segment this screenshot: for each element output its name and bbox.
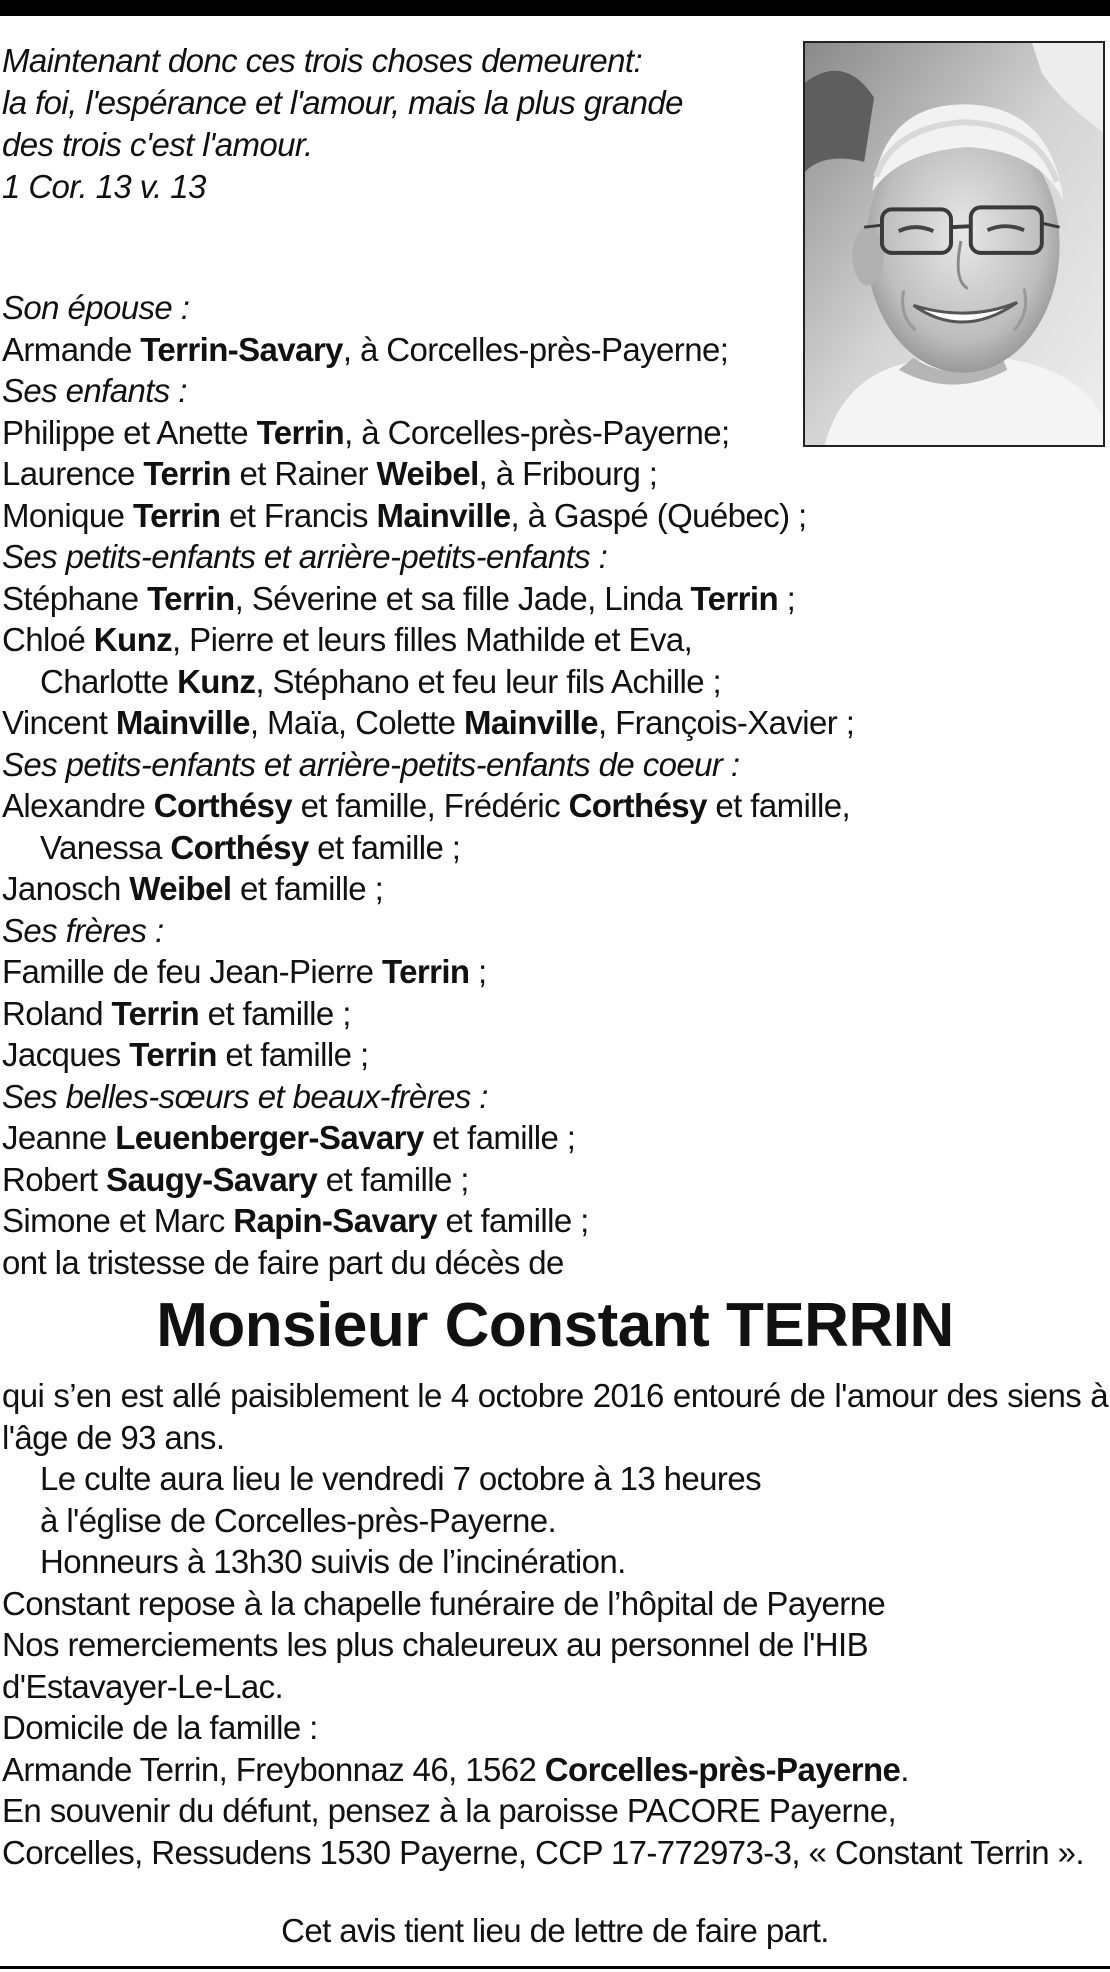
grandchild-line: Stéphane Terrin, Séverine et sa fille Jade, Linda Terrin ;: [2, 579, 796, 617]
inlaws-caption: Ses belles-sœurs et beaux-frères :: [2, 1077, 488, 1115]
brother-line: Famille de feu Jean-Pierre Terrin ;: [2, 953, 487, 990]
verse-line: des trois c'est l'amour.: [2, 126, 313, 163]
heart-grandchild-line: Alexandre Corthésy et famille, Frédéric Corthésy et famille,: [2, 787, 851, 824]
verse-line: la foi, l'espérance et l'amour, mais la plus grande: [2, 84, 683, 121]
domicile-label: Domicile de la famille :: [2, 1709, 318, 1746]
rests-line: Constant repose à la chapelle funéraire de l’hôpital de Payerne: [2, 1584, 886, 1622]
bottom-border-rule: [0, 1966, 1110, 1969]
brother-line: Jacques Terrin et famille ;: [2, 1036, 369, 1073]
child-line: Laurence Terrin et Rainer Weibel, à Fribourg ;: [2, 455, 658, 492]
verse-line: Maintenant donc ces trois choses demeurent:: [2, 42, 643, 79]
service-line: à l'église de Corcelles-près-Payerne.: [40, 1501, 557, 1539]
grandchild-line: Charlotte Kunz, Stéphano et feu leur fils Achille ;: [40, 662, 722, 700]
passing-paragraph: qui s’en est allé paisiblement le 4 octobre 2016 entouré de l'amour des siens à l'âge de 93 ans.: [2, 1377, 1108, 1456]
spouse-caption: Son épouse :: [2, 289, 190, 326]
verse-reference: 1 Cor. 13 v. 13: [2, 168, 206, 205]
children-caption: Ses enfants :: [2, 372, 187, 409]
deceased-name: Monsieur Constant TERRIN: [156, 1291, 954, 1360]
brother-line: Roland Terrin et famille ;: [2, 994, 351, 1032]
family-list: [2, 287, 1102, 1283]
spouse-line: Armande Terrin-Savary, à Corcelles-près-Payerne;: [2, 330, 729, 368]
closing-note: Cet avis tient lieu de lettre de faire part.: [281, 1912, 829, 1949]
announcement-line: ont la tristesse de faire part du décès de: [2, 1243, 564, 1281]
child-line: Monique Terrin et Francis Mainville, à Gaspé (Québec) ;: [2, 496, 807, 534]
heart-grandchildren-caption: Ses petits-enfants et arrière-petits-enfants de coeur :: [2, 745, 740, 783]
memory-line: Corcelles, Ressudens 1530 Payerne, CCP 17-772973-3, « Constant Terrin ».: [2, 1833, 1084, 1871]
thanks-line: Nos remerciements les plus chaleureux au personnel de l'HIB: [2, 1626, 869, 1663]
grandchild-line: Chloé Kunz, Pierre et leurs filles Mathilde et Eva,: [2, 621, 693, 658]
inlaw-line: Robert Saugy-Savary et famille ;: [2, 1160, 469, 1198]
grandchild-line: Vincent Mainville, Maïa, Colette Mainville, François-Xavier ;: [2, 704, 855, 741]
top-border-rule: [0, 0, 1110, 16]
heart-grandchild-line: Vanessa Corthésy et famille ;: [40, 828, 461, 866]
child-line: Philippe et Anette Terrin, à Corcelles-près-Payerne;: [2, 413, 730, 451]
obituary-details: [2, 1375, 1108, 1873]
honours-line: Honneurs à 13h30 suivis de l’incinération.: [40, 1543, 626, 1580]
heart-grandchild-line: Janosch Weibel et famille ;: [2, 870, 384, 907]
inlaw-line: Simone et Marc Rapin-Savary et famille ;: [2, 1202, 589, 1239]
brothers-caption: Ses frères :: [2, 911, 164, 949]
bible-verse: [2, 40, 792, 208]
service-line: Le culte aura lieu le vendredi 7 octobre à 13 heures: [40, 1460, 761, 1497]
inlaw-line: Jeanne Leuenberger-Savary et famille ;: [2, 1119, 576, 1156]
thanks-line: d'Estavayer-Le-Lac.: [2, 1667, 284, 1705]
memory-line: En souvenir du défunt, pensez à la paroisse PACORE Payerne,: [2, 1792, 897, 1829]
grandchildren-caption: Ses petits-enfants et arrière-petits-enfants :: [2, 538, 608, 575]
address-line: Armande Terrin, Freybonnaz 46, 1562 Corcelles-près-Payerne.: [2, 1750, 909, 1788]
